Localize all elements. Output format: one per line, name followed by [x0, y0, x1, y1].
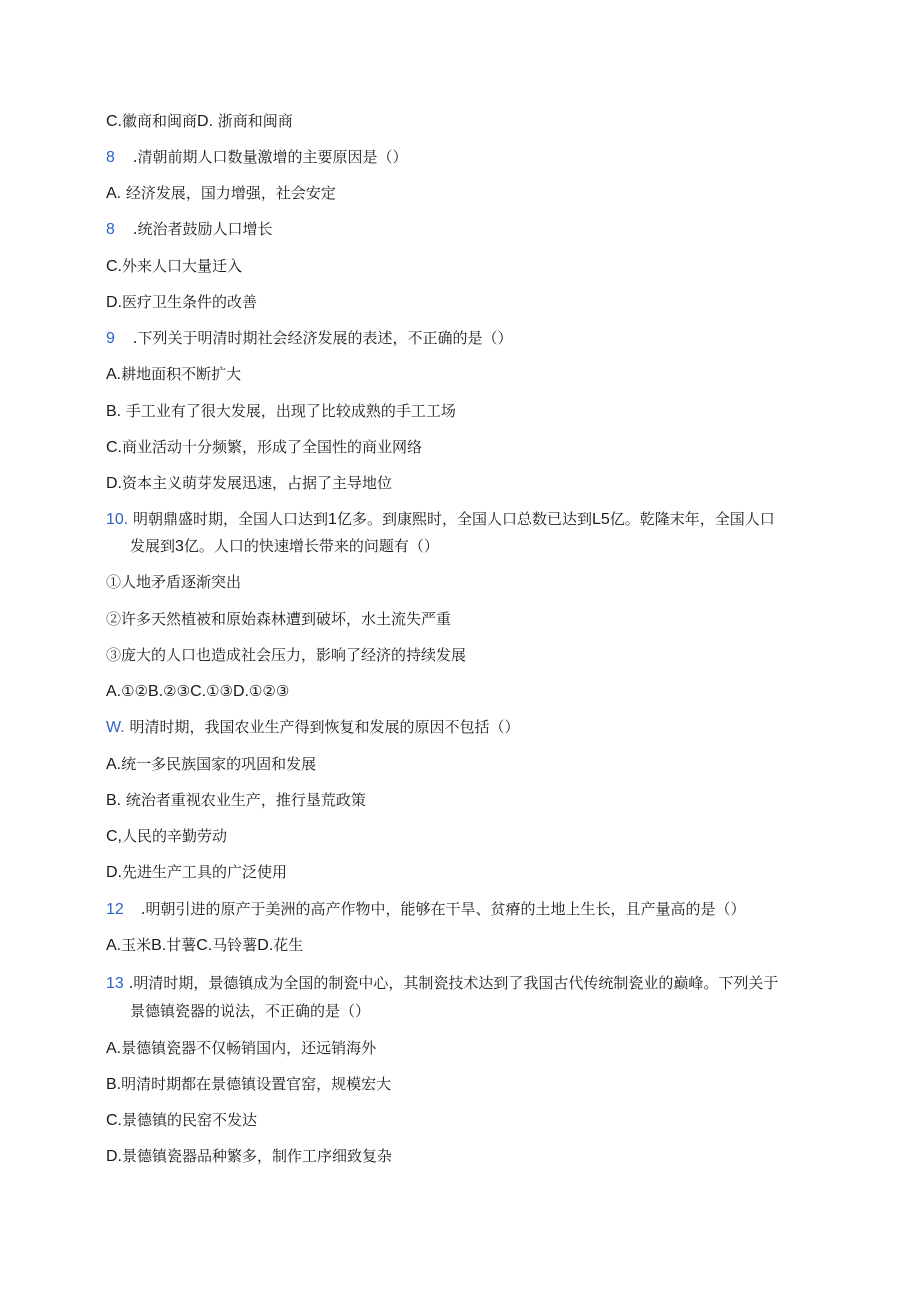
- q10-opt-d-label: D.: [232, 683, 249, 700]
- q10-stem-part3: 亿。乾隆末年，全国人口: [609, 510, 775, 528]
- q11-option-d: [106, 862, 287, 883]
- q13-opt-a-text: 景德镇瓷器不仅畅销国内，还远销海外: [121, 1039, 377, 1057]
- q10-opt-b-label: B.: [148, 683, 164, 700]
- q11-option-b: [106, 790, 366, 811]
- q12-number: 12: [106, 901, 124, 918]
- q9-opt-b-label: B.: [106, 403, 122, 420]
- q13-stem-line1: [106, 973, 778, 994]
- q10-item-3: [106, 645, 466, 665]
- q10-item-3-text: ③庞大的人口也造成社会压力，影响了经济的持续发展: [106, 646, 467, 664]
- q13-option-c: [106, 1110, 257, 1131]
- q13-option-b: [106, 1074, 391, 1095]
- q11-stem-text: 明清时期，我国农业生产得到恢复和发展的原因不包括（）: [124, 718, 520, 736]
- q13-opt-d-label: D.: [106, 1148, 122, 1165]
- q8-option-b: [106, 219, 273, 240]
- q8-stem-text: .清朝前期人口数量激增的主要原因是（）: [128, 148, 408, 166]
- q13-option-d: [106, 1146, 392, 1167]
- q10-stem-line2: [130, 536, 439, 557]
- q12-stem: [106, 899, 746, 920]
- q11-opt-d-label: D.: [106, 864, 122, 881]
- q13-opt-d-text: 景德镇瓷器品种繁多，制作工序细致复杂: [122, 1147, 393, 1165]
- q12-opt-a-label: A.: [106, 937, 122, 954]
- q11-opt-c-label: C,: [106, 828, 122, 845]
- q7-opt-c-text: 徽商和闽商: [122, 112, 198, 130]
- q13-stem2-text: 景德镇瓷器的说法，不正确的是（）: [130, 1002, 371, 1020]
- q13-opt-c-text: 景德镇的民窑不发达: [122, 1111, 258, 1129]
- q11-opt-a-label: A.: [106, 756, 122, 773]
- q9-option-a: [106, 364, 241, 385]
- q8-opt-a-label: A.: [106, 185, 122, 202]
- q10-stem-num2: L5: [591, 511, 610, 528]
- q9-opt-a-label: A.: [106, 366, 122, 383]
- q10-opt-d-text: ①②③: [248, 682, 290, 700]
- q13-stem-text: .明清时期，景德镇成为全国的制瓷中心，其制瓷技术达到了我国古代传统制瓷业的巅峰。下列关于: [123, 974, 779, 992]
- q8-opt-a-text: 经济发展，国力增强，社会安定: [121, 184, 336, 202]
- q8-stem: [106, 147, 408, 168]
- q9-opt-a-text: 耕地面积不断扩大: [121, 365, 242, 383]
- q9-opt-d-text: 资本主义萌芽发展迅速，占据了主导地位: [122, 474, 393, 492]
- q9-opt-d-label: D.: [106, 475, 122, 492]
- q8-opt-d-label: D.: [106, 294, 122, 311]
- q12-opt-a-text: 玉米: [121, 936, 152, 954]
- q10-stem-num1: 1: [328, 511, 337, 528]
- q10-stem2-part2: 亿。人口的快速增长带来的问题有（）: [183, 537, 439, 555]
- q11-number: W.: [106, 719, 125, 736]
- q10-stem2-part1: 发展到: [130, 537, 176, 555]
- q9-option-c: [106, 437, 422, 458]
- q8-opt-c-label: C.: [106, 258, 122, 275]
- q9-opt-c-text: 商业活动十分频繁，形成了全国性的商业网络: [122, 438, 423, 456]
- q8-opt-b-text: .统治者鼓励人口增长: [128, 220, 273, 238]
- q10-stem2-num: 3: [175, 538, 184, 555]
- q13-opt-a-label: A.: [106, 1040, 122, 1057]
- q10-item-1: [106, 572, 241, 592]
- q9-opt-b-text: 手工业有了很大发展，出现了比较成熟的手工工场: [121, 402, 456, 420]
- q10-opt-a-label: A.: [106, 683, 122, 700]
- q10-opt-c-text: ①③: [206, 682, 233, 700]
- q10-number: 10.: [106, 511, 129, 528]
- q8-opt-c-text: 外来人口大量迁入: [122, 257, 243, 275]
- q10-stem-part2: 亿多。到康熙时，全国人口总数已达到: [336, 510, 592, 528]
- q13-opt-b-label: B.: [106, 1076, 122, 1093]
- q10-opt-c-label: C.: [190, 683, 207, 700]
- q11-opt-c-text: 人民的辛勤劳动: [122, 827, 228, 845]
- q8-option-a: [106, 183, 336, 204]
- q11-stem: [106, 717, 519, 738]
- q8-opt-d-text: 医疗卫生条件的改善: [122, 293, 258, 311]
- q12-opt-b-label: B.: [151, 937, 167, 954]
- q12-opt-b-text: 甘薯: [166, 936, 197, 954]
- q11-opt-d-text: 先进生产工具的广泛使用: [122, 863, 288, 881]
- q9-option-b: [106, 401, 456, 422]
- q9-number: 9: [106, 330, 115, 347]
- q13-opt-b-text: 明清时期都在景德镇设置官窑，规模宏大: [121, 1075, 392, 1093]
- q10-stem-line1: [106, 509, 775, 530]
- q10-options: [106, 681, 289, 702]
- q9-opt-c-label: C.: [106, 439, 122, 456]
- q12-options: [106, 935, 303, 956]
- q7-opt-d-label: D.: [197, 113, 214, 130]
- q13-opt-c-label: C.: [106, 1112, 122, 1129]
- q7-options-cd: [106, 111, 293, 132]
- q11-opt-b-label: B.: [106, 792, 122, 809]
- q8-number: 8: [106, 149, 115, 166]
- q8-opt-b-number: 8: [106, 221, 115, 238]
- q7-opt-c-label: C.: [106, 113, 122, 130]
- q12-opt-c-text: 马铃薯: [212, 936, 258, 954]
- q10-opt-b-text: ②③: [163, 682, 191, 700]
- q10-item-2: [106, 609, 451, 629]
- q11-option-a: [106, 754, 316, 775]
- q10-item-1-text: ①人地矛盾逐渐突出: [106, 573, 242, 591]
- q10-item-2-text: ②许多天然植被和原始森林遭到破坏，水土流失严重: [106, 610, 452, 628]
- q12-opt-d-text: 花生: [273, 936, 304, 954]
- q8-option-c: [106, 256, 242, 277]
- q8-option-d: [106, 292, 257, 313]
- q7-opt-d-text: 浙商和闽商: [213, 112, 293, 130]
- q13-stem-line2: [130, 1001, 370, 1021]
- q12-opt-d-label: D.: [257, 937, 274, 954]
- q13-number: 13: [106, 975, 124, 992]
- q13-option-a: [106, 1038, 376, 1059]
- q9-stem-text: .下列关于明清时期社会经济发展的表述，不正确的是（）: [128, 329, 513, 347]
- q10-stem-part1: 明朝鼎盛时期，全国人口达到: [128, 510, 329, 528]
- q11-option-c: [106, 826, 227, 847]
- q11-opt-a-text: 统一多民族国家的巩固和发展: [121, 755, 317, 773]
- q9-option-d: [106, 473, 392, 494]
- q12-stem-text: .明朝引进的原产于美洲的高产作物中，能够在干旱、贫瘠的土地上生长，且产量高的是（）: [136, 900, 746, 918]
- q11-opt-b-text: 统治者重视农业生产，推行垦荒政策: [121, 791, 366, 809]
- q10-opt-a-text: ①②: [121, 682, 149, 700]
- q12-opt-c-label: C.: [196, 937, 213, 954]
- q9-stem: [106, 328, 513, 349]
